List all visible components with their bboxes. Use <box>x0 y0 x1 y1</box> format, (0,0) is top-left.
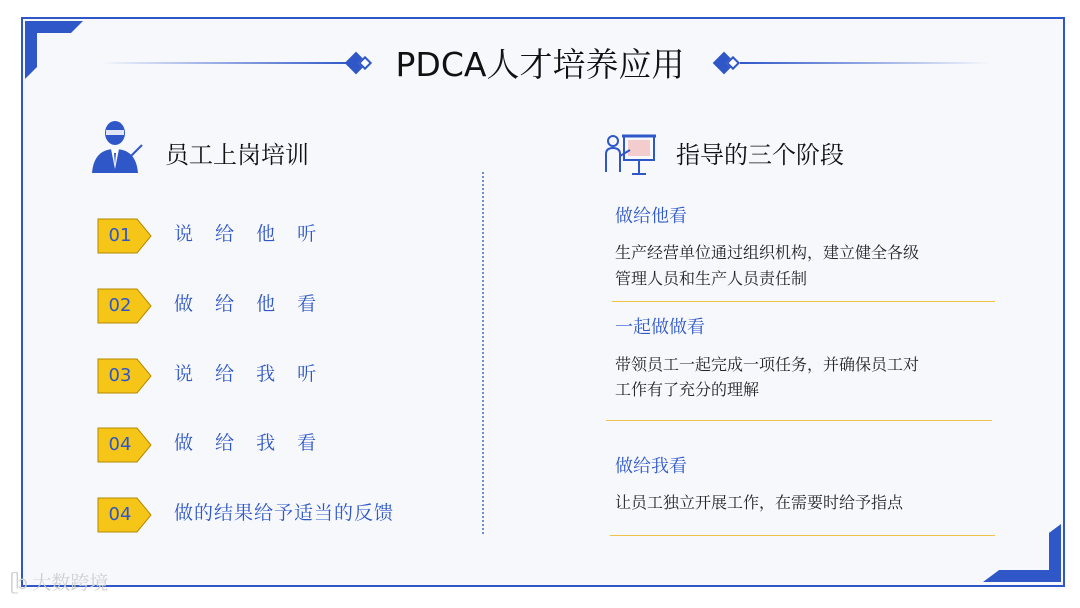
section-divider <box>482 172 484 534</box>
stage-separator-3 <box>610 535 995 536</box>
step-text-3: 说 给 我 听 <box>174 363 325 385</box>
step-text-4: 做 给 我 看 <box>174 432 325 454</box>
watermark-text: 大数跨境 <box>32 572 109 594</box>
employee-icon <box>90 119 146 173</box>
step-number: 01 <box>108 225 132 246</box>
step-badge-5 <box>97 497 153 533</box>
step-badge-1 <box>97 218 153 254</box>
step-badge-4 <box>97 427 153 463</box>
page-title: PDCA人才培养应用 <box>395 45 685 84</box>
stage-desc-2-line1: 带领员工一起完成一项任务，并确保员工对 <box>615 355 920 374</box>
step-badge-2 <box>97 288 153 324</box>
step-text-5: 做的结果给予适当的反馈 <box>174 502 395 524</box>
stage-desc-1-line1: 生产经营单位通过组织机构，建立健全各级 <box>615 243 920 262</box>
step-text-1: 说 给 他 听 <box>174 223 325 245</box>
step-number: 02 <box>108 295 132 316</box>
left-section-heading: 员工上岗培训 <box>165 141 309 169</box>
step-number: 04 <box>108 434 132 455</box>
stage-desc-2-line2: 工作有了充分的理解 <box>615 380 760 399</box>
watermark <box>10 570 108 596</box>
step-text-2: 做 给 他 看 <box>174 293 325 315</box>
stage-title-2: 一起做做看 <box>615 317 705 338</box>
title-line-right <box>740 62 990 64</box>
presentation-icon <box>604 132 660 178</box>
title-line-left <box>100 62 350 64</box>
stage-separator-1 <box>612 301 995 302</box>
stage-title-3: 做给我看 <box>615 456 687 477</box>
stage-desc-3-line1: 让员工独立开展工作，在需要时给予指点 <box>615 493 904 512</box>
watermark-logo-icon: ᥫᩣ <box>10 572 27 594</box>
right-section-heading: 指导的三个阶段 <box>676 141 844 169</box>
step-number: 04 <box>108 504 132 525</box>
stage-title-1: 做给他看 <box>615 206 687 227</box>
corner-decoration-top-left-inner <box>37 33 83 79</box>
stage-desc-1-line2: 管理人员和生产人员责任制 <box>615 269 808 288</box>
step-number: 03 <box>108 365 132 386</box>
step-badge-3 <box>97 358 153 394</box>
stage-separator-2 <box>606 420 992 421</box>
corner-decoration-bottom-right-inner <box>983 524 1049 570</box>
